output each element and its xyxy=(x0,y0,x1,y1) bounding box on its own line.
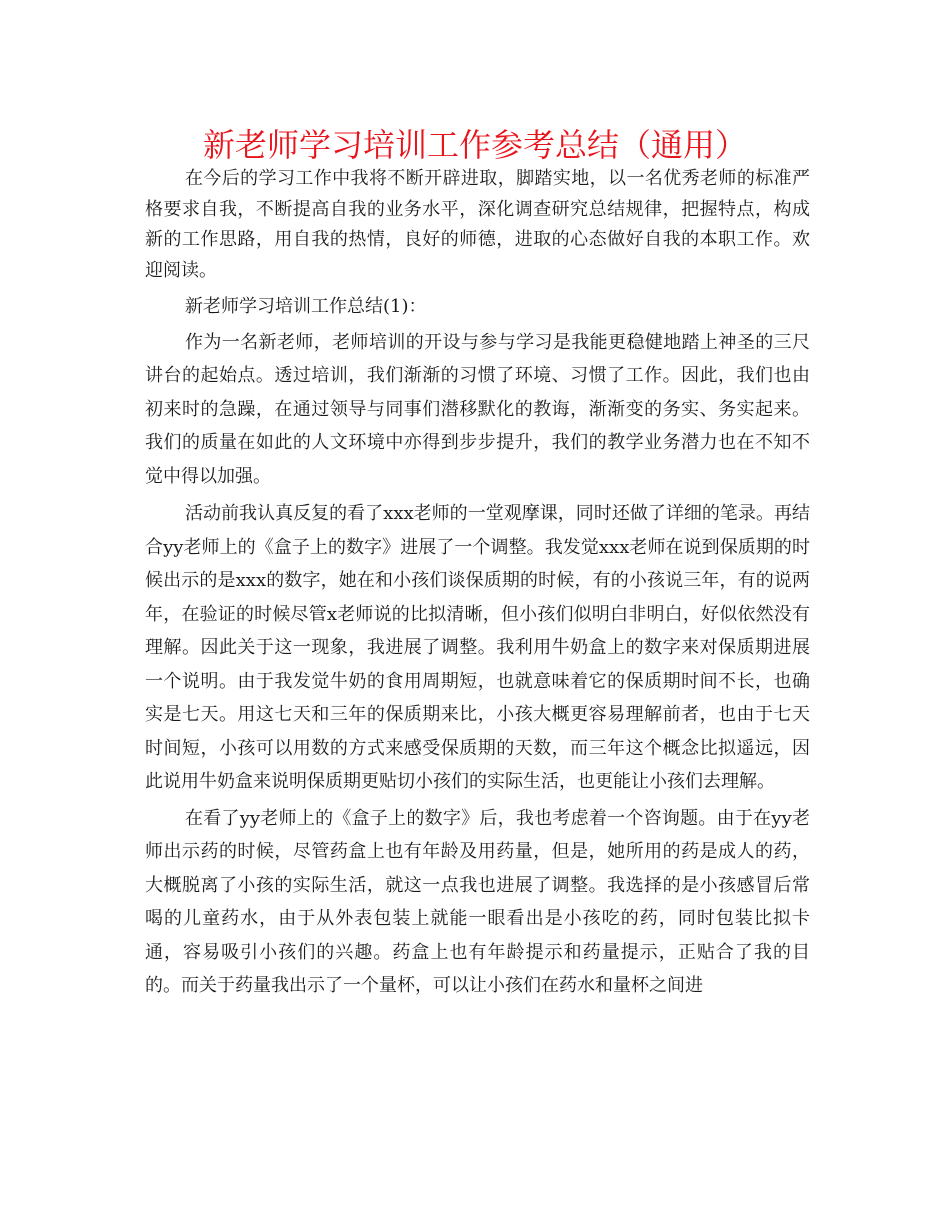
body-paragraph: 作为一名新老师，老师培训的开设与参与学习是我能更稳健地踏上神圣的三尺讲台的起始点。透过培训，我们渐渐的习惯了环境、习惯了工作。因此，我们也由初来时的急躁，在通过领导与同事们潜移默化的教诲，渐渐变的务实、务实起来。我们的质量在如此的人文环境中亦得到步步提升，我们的教学业务潜力也在不知不觉中得以加强。 xyxy=(145,331,810,487)
section-heading: 新老师学习培训工作总结(1)： xyxy=(185,296,427,317)
document-title: 新老师学习培训工作参考总结（通用） xyxy=(202,126,747,164)
body-paragraph: 活动前我认真反复的看了xxx老师的一堂观摩课，同时还做了详细的笔录。再结合yy老师上的《盒子上的数字》进展了一个调整。我发觉xxx老师在说到保质期的时候出示的是xxx的数字，她在和小孩们谈保质期的时候，有的小孩说三年，有的说两年，在验证的时候尽管x老师说的比拟清晰，但小孩们似明白非明白，好似依然没有理解。因此关于这一现象，我进展了调整。我利用牛奶盒上的数字来对保质期进展一个说明。由于我发觉牛奶的食用周期短，也就意味着它的保质期时间不长，也确实是七天。用这七天和三年的保质期来比，小孩大概更容易理解前者，也由于七天时间短，小孩可以用数的方式来感受保质期的天数，而三年这个概念比拟遥远，因此说用牛奶盒来说明保质期更贴切小孩们的实际生活，也更能让小孩们去理解。 xyxy=(145,503,810,792)
document-body xyxy=(145,164,810,1003)
body-paragraph: 在看了yy老师上的《盒子上的数字》后，我也考虑着一个咨询题。由于在yy老师出示药的时候，尽管药盒上也有年龄及用药量，但是，她所用的药是成人的药，大概脱离了小孩的实际生活，就这一点我也进展了调整。我选择的是小孩感冒后常喝的儿童药水，由于从外表包装上就能一眼看出是小孩吃的药，同时包装比拟卡通，容易吸引小孩们的兴趣。药盒上也有年龄提示和药量提示，正贴合了我的目的。而关于药量我出示了一个量杯，可以让小孩们在药水和量杯之间进 xyxy=(145,807,810,996)
intro-paragraph: 在今后的学习工作中我将不断开辟进取，脚踏实地，以一名优秀老师的标准严格要求自我，不断提高自我的业务水平，深化调查研究总结规律，把握特点，构成新的工作思路，用自我的热情，良好的师德，进取的心态做好自我的本职工作。欢迎阅读。 xyxy=(145,168,810,281)
